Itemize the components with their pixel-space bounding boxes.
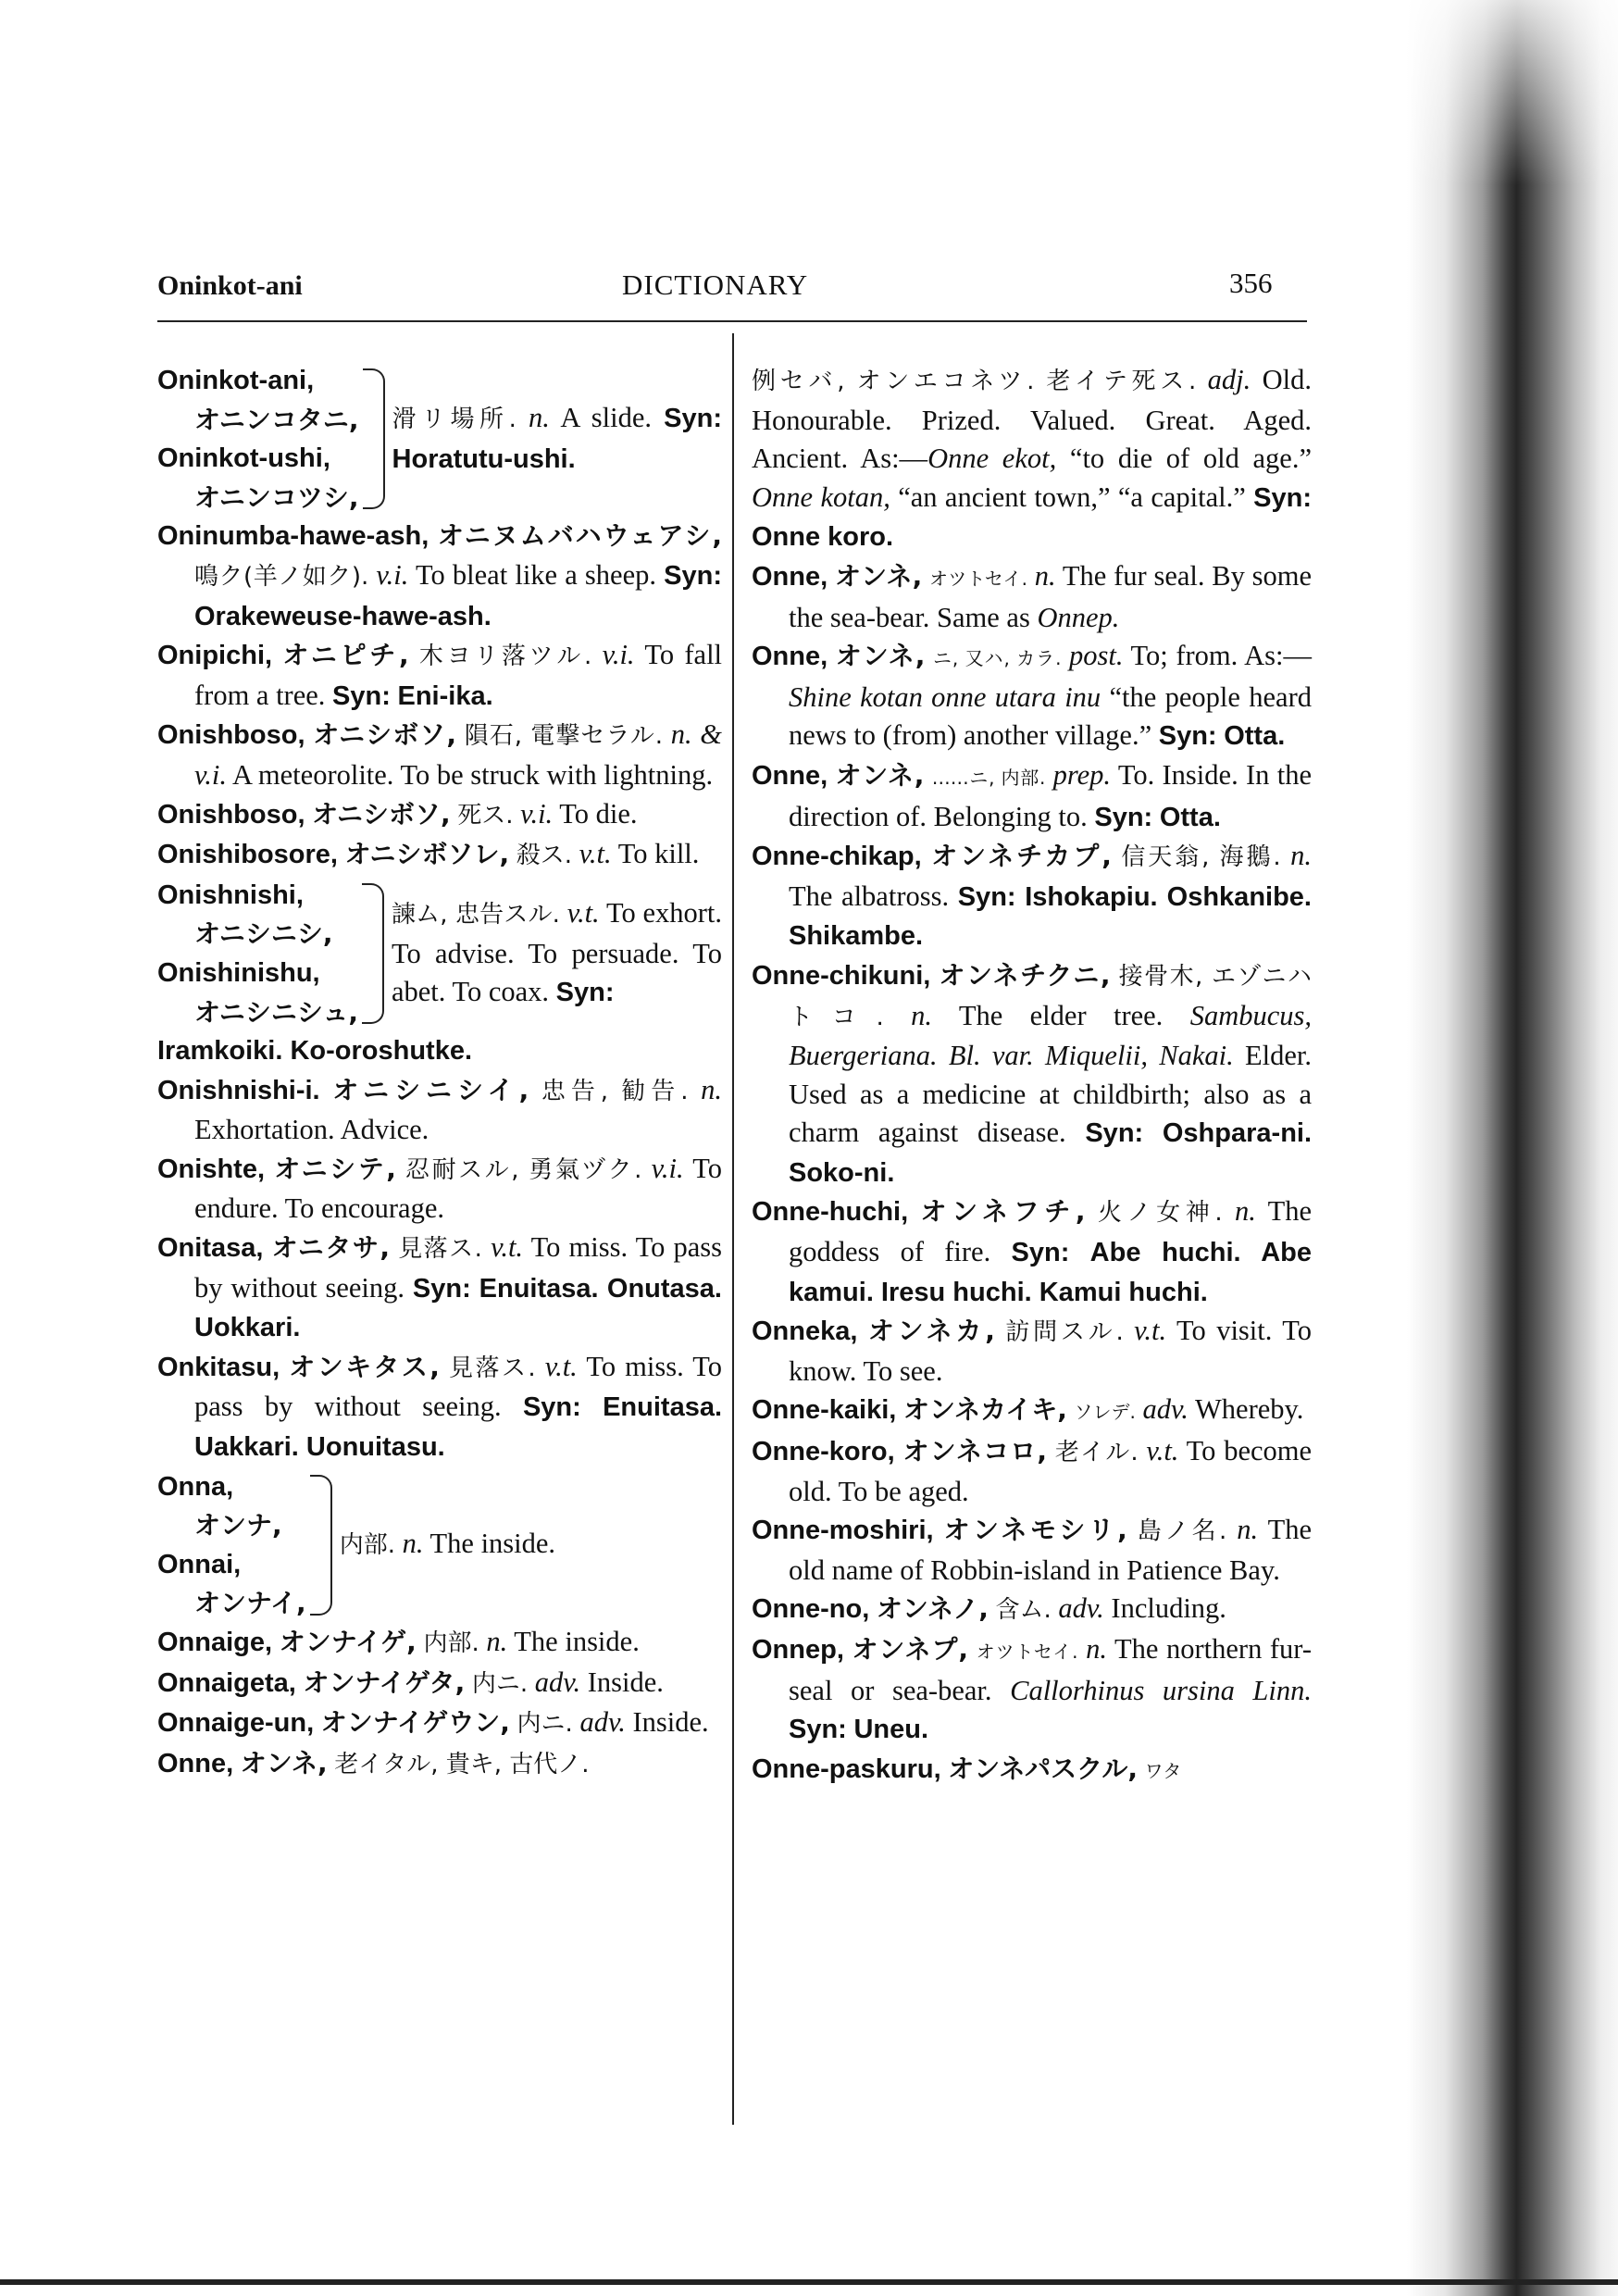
synonym-label: Syn: <box>789 1715 847 1745</box>
part-of-speech: n. <box>1234 1195 1256 1228</box>
headword: Onne-moshiri, <box>752 1516 934 1546</box>
entry <box>157 636 722 716</box>
japanese-gloss: 忠告, 勧告. <box>541 1077 689 1105</box>
synonym: Ishokapiu. Oshkanibe. Shikambe. <box>789 881 1312 952</box>
column-divider <box>732 333 734 2125</box>
part-of-speech: v.t. <box>579 838 612 870</box>
synonym-label: Syn: <box>664 560 722 591</box>
part-of-speech: adv. <box>1142 1393 1189 1426</box>
headword-kana: オンナイゲ, <box>279 1627 417 1657</box>
example: Onne ekot, <box>927 443 1057 475</box>
part-of-speech: post. <box>1069 640 1124 672</box>
definition: Including. <box>1111 1592 1226 1625</box>
left-column <box>157 361 722 1784</box>
japanese-gloss: ……ニ, 内部. <box>931 766 1046 789</box>
grouping-brace <box>362 883 384 1024</box>
headword: Onne, <box>157 1748 234 1778</box>
headword-kana: オンネ, <box>240 1747 328 1778</box>
headword: Onnaige-un, <box>157 1708 315 1739</box>
synonym-label: Syn: <box>957 881 1016 912</box>
japanese-gloss: 滑リ場所. <box>392 406 517 434</box>
group-headwords <box>157 876 358 1031</box>
entry <box>157 1229 722 1348</box>
entry <box>157 1703 722 1744</box>
synonym-label: Syn: <box>664 404 723 434</box>
definition: To; from. <box>1130 640 1238 672</box>
latin-name: Sambucus, Buergeriana. Bl. var. Miquelii, Nakai. <box>789 999 1313 1072</box>
headword: Onne-chikap, <box>752 842 922 872</box>
japanese-gloss: ソレデ. <box>1074 1401 1136 1424</box>
japanese-gloss: オツトセイ. <box>929 567 1027 590</box>
headword: Onne-no, <box>752 1594 870 1625</box>
example: Shine kotan onne utara inu <box>789 680 1101 713</box>
synonym-label: Syn: <box>522 1392 581 1423</box>
entry <box>752 1432 1312 1511</box>
synonym: Abe huchi. Abe kamui. Iresu huchi. Kamui huchi. <box>789 1238 1313 1307</box>
japanese-gloss: ニ, 又ハ, カラ. <box>932 647 1062 670</box>
synonym-label: Syn: <box>1158 721 1217 752</box>
entry-onne-start <box>157 1744 722 1785</box>
grouping-brace <box>310 1475 332 1616</box>
headword: Onnep, <box>752 1635 844 1665</box>
japanese-gloss: 木ヨリ落ツル. <box>418 643 592 671</box>
synonym-label: Syn: <box>1094 802 1153 832</box>
japanese-gloss: 殺ス. <box>516 842 573 870</box>
entry <box>157 835 722 876</box>
headword: Onne, <box>752 561 828 592</box>
headword: Onne-paskuru, <box>752 1753 941 1784</box>
entry <box>752 1511 1312 1590</box>
synonym: Otta. <box>1159 802 1221 832</box>
running-head-title: DICTIONARY <box>622 268 809 301</box>
group-headwords <box>157 361 359 517</box>
headword-kana: オニシニシ, <box>194 918 333 950</box>
group-definition <box>392 894 722 1013</box>
definition: Exhortation. Advice. <box>194 1114 429 1146</box>
japanese-gloss: 老イル. <box>1054 1439 1139 1467</box>
japanese-gloss: 信天翁, 海鵝. <box>1121 843 1281 872</box>
entry-onne-continued <box>752 361 1312 557</box>
japanese-gloss: 内部. <box>423 1629 479 1657</box>
headword-kana: オンナイ, <box>194 1588 306 1619</box>
entry <box>752 1750 1312 1791</box>
headword: Onne, <box>752 642 828 672</box>
entry <box>752 557 1312 637</box>
definition: The goddess of fire. <box>789 1195 1313 1268</box>
headword-kana: オンネコロ, <box>902 1436 1048 1467</box>
japanese-gloss: 含ム. <box>995 1596 1052 1625</box>
synonym-label: Syn: <box>412 1273 471 1304</box>
synonym-label: Syn: <box>332 680 391 711</box>
part-of-speech: n. & v.i. <box>194 718 723 791</box>
headword: Oninkot-ani, <box>157 366 315 395</box>
headword: Onitasa, <box>157 1233 264 1264</box>
entry <box>157 1348 722 1467</box>
japanese-gloss: 隕石, 電撃セラル. <box>464 722 664 751</box>
entry <box>157 795 722 836</box>
definition: To exhort. To advise. To persuade. To abet. To coax. <box>391 897 723 1008</box>
headword-kana: オンネカ, <box>867 1316 995 1347</box>
headword-kana: オンネプ, <box>852 1634 969 1665</box>
japanese-gloss: 見落ス. <box>398 1235 482 1264</box>
translation: “the people heard news to (from) another village.” <box>789 680 1312 752</box>
japanese-gloss: 内ニ. <box>471 1669 529 1698</box>
part-of-speech: adv. <box>579 1706 626 1739</box>
synonym-label: Syn: <box>1011 1238 1070 1268</box>
part-of-speech: v.i. <box>602 639 635 671</box>
headword-kana: オニンコツシ, <box>194 481 359 513</box>
headword: Onkitasu, <box>157 1352 280 1382</box>
definition: A meteorolite. To be struck with lightning. <box>231 758 714 791</box>
headword-kana: オンキタス, <box>289 1351 440 1382</box>
part-of-speech: n. <box>402 1528 424 1560</box>
headword: Onishboso, <box>157 799 305 830</box>
part-of-speech: n. <box>486 1626 508 1657</box>
entry-group-onna <box>157 1467 722 1623</box>
entry <box>752 837 1312 956</box>
headword-kana: オンネモシリ, <box>943 1515 1127 1546</box>
synonym: Enuitasa. Uakkari. Uonuitasu. <box>194 1392 723 1463</box>
headword-kana: オンネフチ, <box>920 1196 1086 1228</box>
part-of-speech: v.i. <box>520 797 554 830</box>
japanese-gloss: 内ニ. <box>517 1710 573 1739</box>
headword-kana: オンネパスクル, <box>948 1753 1138 1784</box>
definition: The elder tree. <box>958 999 1164 1031</box>
definition: A slide. <box>560 402 653 434</box>
synonym: Onne koro. <box>752 522 894 553</box>
definition: To die. <box>559 797 638 830</box>
part-of-speech: n. <box>1290 840 1313 872</box>
part-of-speech: adj. <box>1207 364 1251 395</box>
definition: Whereby. <box>1195 1393 1304 1426</box>
part-of-speech: v.i. <box>376 558 409 591</box>
headword: Onishinishu, <box>157 957 320 988</box>
headword: Onne-koro, <box>752 1437 895 1467</box>
headword: Oninkot-ushi, <box>157 443 330 474</box>
translation: “to die of old age.” <box>1069 443 1313 475</box>
part-of-speech: n. <box>911 999 932 1031</box>
synonym: Horatutu-ushi. <box>392 443 576 474</box>
headword: Onna, <box>157 1471 234 1502</box>
definition-continued: Elder. Used as a medicine at childbirth; also as a charm against disease. <box>789 1040 1312 1149</box>
entry <box>157 517 722 636</box>
japanese-gloss: 忍耐スル, 勇氣ヅク. <box>405 1155 642 1184</box>
headword-kana: オニシボソレ, <box>344 839 510 870</box>
japanese-gloss: ワタ <box>1144 1759 1182 1782</box>
entry <box>752 1192 1312 1312</box>
entry <box>157 1071 722 1150</box>
part-of-speech: v.t. <box>1134 1315 1167 1347</box>
headword: Onnai, <box>157 1549 242 1579</box>
part-of-speech: n. <box>528 402 550 434</box>
japanese-gloss: 内部. <box>339 1531 395 1560</box>
definition: The northern fur-seal or sea-bear. <box>789 1633 1313 1706</box>
headword-kana: オニピチ, <box>282 640 409 671</box>
part-of-speech: prep. <box>1052 758 1112 791</box>
japanese-gloss: 訪問スル. <box>1005 1318 1124 1347</box>
entry-group-onishnishi <box>157 876 722 1031</box>
synonym: Enuitasa. Onutasa. Uokkari. <box>194 1273 722 1343</box>
entry <box>157 1623 722 1664</box>
definition: To kill. <box>617 838 700 870</box>
headword: Onishnishi-i. <box>157 1075 320 1105</box>
headword-kana: オンネカイキ, <box>902 1394 1067 1426</box>
definition: The fur seal. By some the sea-bear. Same as <box>789 559 1313 633</box>
bottom-border <box>0 2279 1618 2285</box>
headword: Onishibosore, <box>157 840 338 870</box>
japanese-gloss: オツトセイ. <box>976 1641 1078 1663</box>
part-of-speech: adv. <box>1058 1592 1104 1625</box>
japanese-gloss: 死ス. <box>457 801 514 830</box>
part-of-speech: adv. <box>534 1666 581 1698</box>
japanese-gloss: 諫ム, 忠告スル. <box>391 901 560 930</box>
headword-kana: オンナイゲウン, <box>320 1707 510 1739</box>
group-definition <box>340 1525 722 1566</box>
definition: The inside. <box>514 1626 640 1657</box>
synonym-label: Syn: <box>1085 1118 1144 1149</box>
headword: Onne-huchi, <box>752 1197 909 1228</box>
definition: To fall from a tree. <box>194 639 723 711</box>
entry <box>752 1312 1312 1391</box>
definition: Old. Honourable. Prized. Valued. Great. Aged. Ancient. <box>752 364 1312 475</box>
headword-kana: オンナ, <box>194 1510 282 1541</box>
part-of-speech: n. <box>701 1073 723 1105</box>
entry <box>752 1391 1312 1432</box>
headword: Onishnishi, <box>157 880 304 910</box>
japanese-gloss: 火ノ女神. <box>1097 1199 1223 1228</box>
entry-continuation <box>157 1031 722 1071</box>
headword: Onnaige, <box>157 1628 273 1657</box>
part-of-speech: v.t. <box>544 1350 578 1382</box>
part-of-speech: v.i. <box>651 1152 684 1184</box>
headword-kana: オンネ, <box>834 560 923 592</box>
entry <box>752 756 1312 837</box>
headword-kana: オンネ, <box>835 641 926 672</box>
headword-kana: オンネ, <box>835 759 925 791</box>
definition: To miss. To pass by without seeing. <box>194 1350 723 1423</box>
grouping-brace <box>363 368 385 509</box>
headword: Oninumba-hawe-ash, <box>157 521 429 552</box>
headword: Onne, <box>752 760 828 791</box>
headword-kana: オニシボソ, <box>313 719 456 751</box>
definition: To endure. To encourage. <box>194 1152 723 1225</box>
gutter-highlight <box>1407 0 1618 185</box>
entry-group-oninkot <box>157 361 722 517</box>
part-of-speech: v.t. <box>491 1231 524 1264</box>
definition: To visit. To know. To see. <box>789 1315 1312 1387</box>
latin-name: Callorhinus ursina Linn. <box>1010 1674 1312 1706</box>
header-rule <box>157 320 1307 322</box>
headword-kana: オニヌムバハウェアシ, <box>437 520 722 552</box>
headword-kana: オンネノ, <box>876 1593 989 1625</box>
entry <box>157 1150 722 1229</box>
definition: To. Inside. In the direction of. Belonging to. <box>789 758 1313 832</box>
definition: The inside. <box>429 1528 556 1560</box>
example: Onne kotan, <box>752 480 890 513</box>
headword: Onipichi, <box>157 641 273 671</box>
definition: To miss. To pass by without seeing. <box>194 1231 723 1304</box>
headword-kana: オニシニシイ, <box>332 1074 529 1105</box>
headword-kana: オニシボソ, <box>312 798 451 830</box>
entry <box>752 1630 1312 1750</box>
japanese-gloss: 例セバ, オンエコネツ. 老イテ死ス. <box>752 368 1197 395</box>
definition: To bleat like a sheep. <box>416 558 656 591</box>
part-of-speech: n. <box>1237 1514 1259 1546</box>
translation: “an ancient town,” “a capital.” <box>898 480 1246 513</box>
synonym-label: Syn: <box>1253 482 1312 513</box>
headword: Onneka, <box>752 1316 858 1347</box>
cross-reference: Onnep. <box>1037 601 1120 633</box>
part-of-speech: v.t. <box>566 897 600 930</box>
japanese-gloss: 島ノ名. <box>1137 1517 1227 1546</box>
example-label: As:— <box>860 443 928 475</box>
part-of-speech: n. <box>1034 559 1056 592</box>
headword: Onne-kaiki, <box>752 1395 897 1426</box>
headword: Onne-chikuni, <box>752 960 931 991</box>
right-column <box>752 361 1312 1791</box>
headword: Onishboso, <box>157 720 305 751</box>
definition: Inside. <box>587 1666 664 1698</box>
definition: To become old. To be aged. <box>789 1435 1313 1507</box>
headword-kana: オニシテ, <box>274 1153 396 1184</box>
japanese-gloss: 鳴ク(羊ノ如ク). <box>194 562 369 591</box>
entry <box>752 1590 1312 1630</box>
headword-kana: オンネチカプ, <box>931 841 1112 872</box>
headword-kana: オニシニシュ, <box>194 996 358 1028</box>
group-definition <box>392 399 722 479</box>
synonym: Orakeweuse-hawe-ash. <box>194 601 492 631</box>
synonym: Otta. <box>1224 721 1286 752</box>
japanese-gloss: 老イタル, 貴キ, 古代ノ. <box>334 1750 590 1778</box>
synonym-label: Syn: <box>555 978 615 1008</box>
headword: Onnaigeta, <box>157 1667 296 1698</box>
entry <box>752 637 1312 756</box>
headword-kana: オンナイゲタ, <box>303 1666 466 1698</box>
headword-kana: オンネチクニ, <box>939 959 1111 991</box>
part-of-speech: v.t. <box>1146 1435 1179 1467</box>
example-label: As:— <box>1244 640 1313 672</box>
japanese-gloss: 接骨木, エゾニハトコ. <box>789 962 1312 1031</box>
synonym: Oshpara-ni. Soko-ni. <box>789 1118 1313 1188</box>
entry <box>157 1664 722 1704</box>
synonym: Eni-ika. <box>397 680 493 711</box>
page-number: 356 <box>1229 267 1273 299</box>
synonym: Uneu. <box>853 1715 929 1745</box>
group-headwords <box>157 1467 306 1623</box>
definition: The old name of Robbin-island in Patience Bay. <box>789 1514 1313 1586</box>
japanese-gloss: 見落ス. <box>449 1354 536 1382</box>
synonym: Iramkoiki. Ko-oroshutke. <box>157 1036 473 1067</box>
running-head-guide-word: Oninkot-ani <box>157 270 303 301</box>
headword: Onishte, <box>157 1154 266 1184</box>
entry <box>752 956 1312 1193</box>
definition: The albatross. <box>789 880 950 912</box>
entry <box>157 716 722 794</box>
headword-kana: オニンコタニ, <box>194 404 359 435</box>
headword-kana: オニタサ, <box>271 1232 391 1264</box>
part-of-speech: n. <box>1086 1633 1107 1665</box>
definition: Inside. <box>632 1706 709 1739</box>
page-gutter-shadow <box>1407 0 1618 2296</box>
